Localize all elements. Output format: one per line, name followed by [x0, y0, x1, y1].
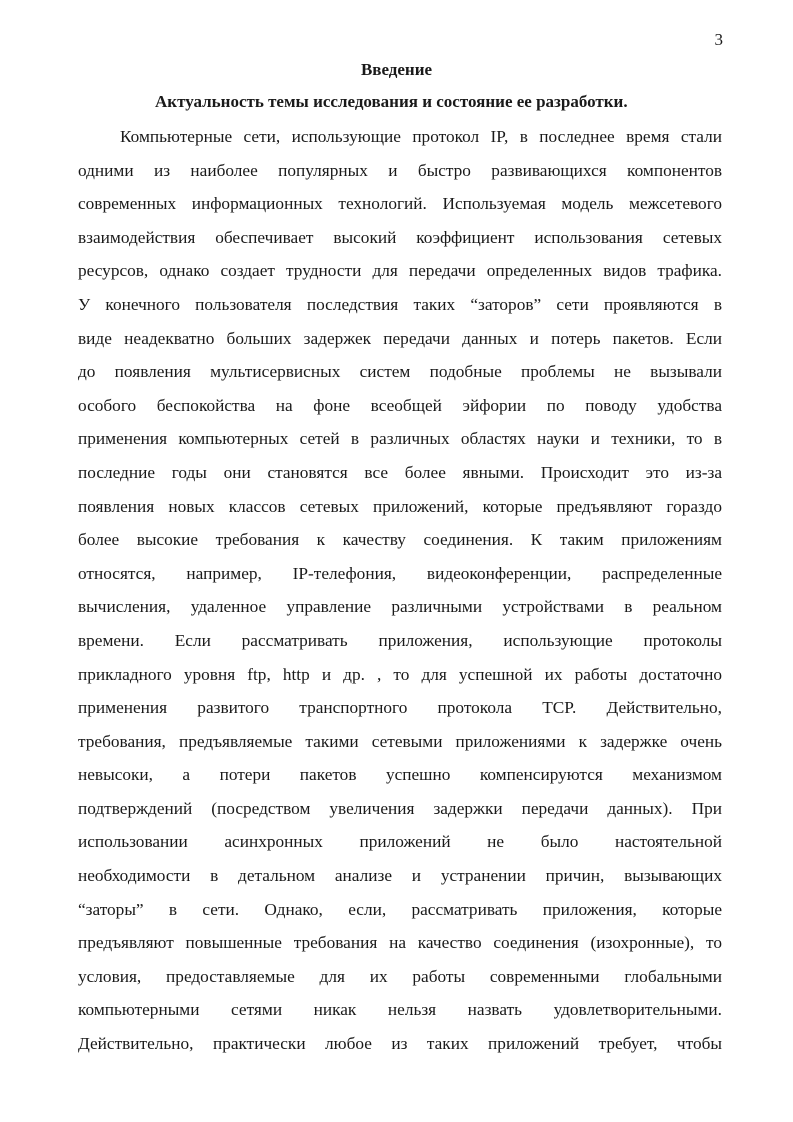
text-line: одними из наиболее популярных и быстро развивающихся компонентов: [78, 160, 722, 180]
page-number: 3: [714, 30, 723, 49]
text-line: компьютерными сетями никак нельзя назвать удовлетворительными.: [78, 1000, 722, 1020]
text-line: Действительно, практически любое из таких приложений требует, чтобы: [78, 1034, 722, 1054]
text-line: особого беспокойства на фоне всеобщей эйфории по поводу удобства: [78, 395, 722, 415]
text-line: “заторы” в сети. Однако, если, рассматривать приложения, которые: [78, 899, 722, 919]
text-line: требования, предъявляемые такими сетевыми приложениями к задержке очень: [78, 731, 722, 751]
text-line: Компьютерные сети, использующие протокол IP, в последнее время стали: [120, 127, 722, 146]
text-line: более высокие требования к качеству соединения. К таким приложениям: [78, 530, 722, 550]
text-line: вычисления, удаленное управление различными устройствами в реальном: [78, 597, 722, 617]
text-line: применения развитого транспортного протокола TCP. Действительно,: [78, 698, 722, 718]
body-paragraph: [78, 120, 722, 1061]
text-line: прикладного уровня ftp, http и др. , то для успешной их работы достаточно: [78, 664, 722, 684]
text-line: невысоки, а потери пакетов успешно компенсируются механизмом: [78, 765, 722, 785]
text-line: применения компьютерных сетей в различных областях науки и техники, то в: [78, 429, 722, 449]
text-line: взаимодействия обеспечивает высокий коэффициент использования сетевых: [78, 227, 722, 247]
text-line: предъявляют повышенные требования на качество соединения (изохронные), то: [78, 933, 722, 953]
section-heading: Введение: [360, 60, 433, 79]
section-subheading: Актуальность темы исследования и состояние ее разработки.: [155, 92, 628, 111]
text-line: необходимости в детальном анализе и устранении причин, вызывающих: [78, 866, 722, 886]
text-line: времени. Если рассматривать приложения, использующие протоколы: [78, 630, 722, 650]
text-line: подтверждений (посредством увеличения задержки передачи данных). При: [78, 798, 722, 818]
text-line: относятся, например, IP-телефония, видеоконференции, распределенные: [78, 563, 722, 583]
text-line: последние годы они становятся все более явными. Происходит это из-за: [78, 462, 722, 482]
text-line: У конечного пользователя последствия таких “заторов” сети проявляются в: [78, 294, 722, 314]
text-line: ресурсов, однако создает трудности для передачи определенных видов трафика.: [78, 261, 722, 281]
text-line: до появления мультисервисных систем подобные проблемы не вызывали: [78, 362, 722, 382]
text-line: современных информационных технологий. Используемая модель межсетевого: [78, 194, 722, 214]
text-line: виде неадекватно больших задержек передачи данных и потерь пакетов. Если: [78, 328, 722, 348]
text-line: появления новых классов сетевых приложений, которые предъявляют гораздо: [78, 496, 722, 516]
text-line: использовании асинхронных приложений не было настоятельной: [78, 832, 722, 852]
text-line: условия, предоставляемые для их работы современными глобальными: [78, 966, 722, 986]
